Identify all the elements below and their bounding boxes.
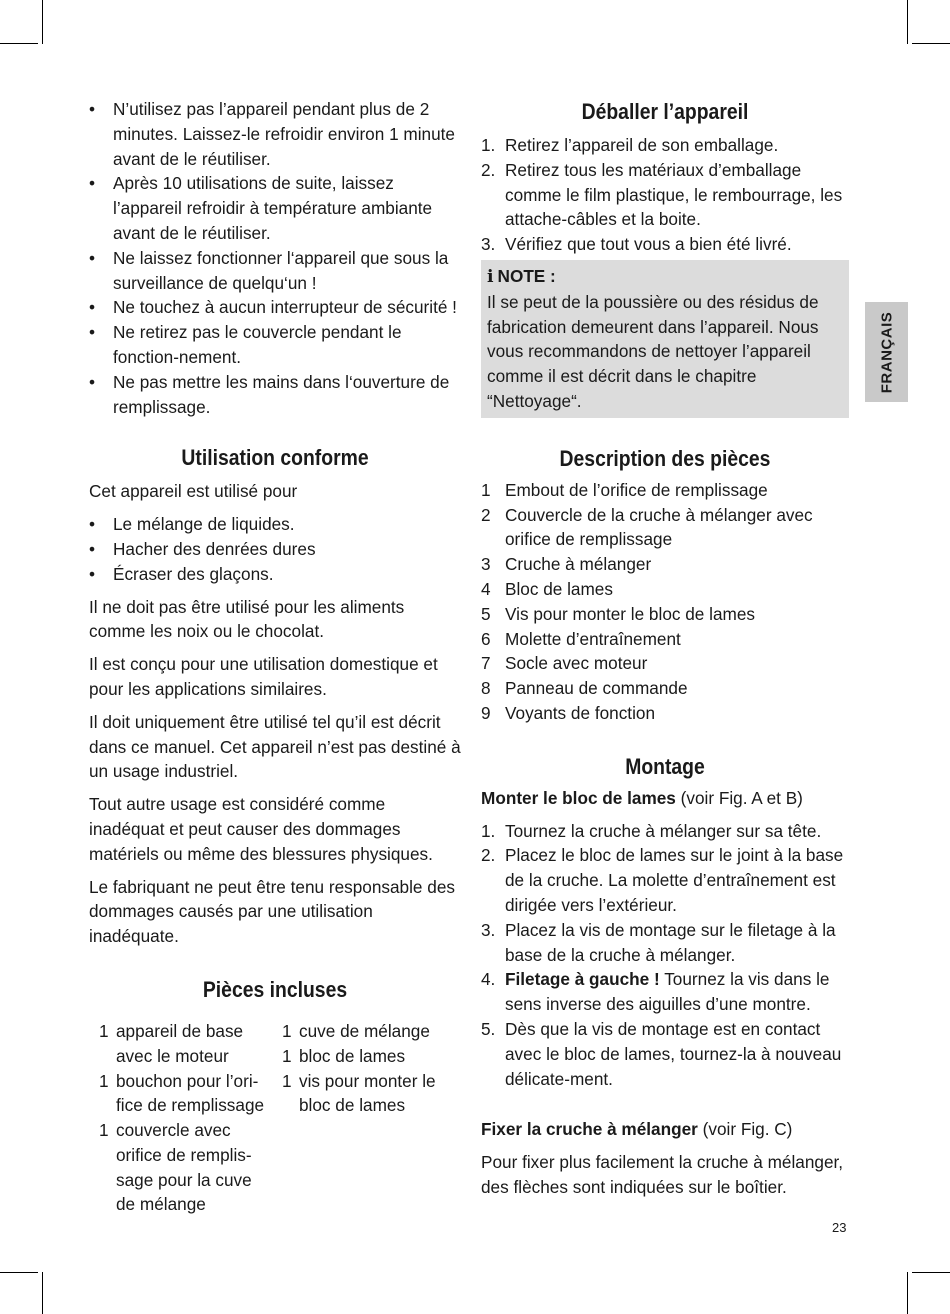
list-item: • Ne touchez à aucun interrupteur de sécurité ! bbox=[89, 295, 461, 320]
note-box bbox=[481, 260, 849, 418]
list-item: 2. Placez le bloc de lames sur le joint à la base de la cruche. La molette d’entraînement est dirigée vers l’extérieur. bbox=[481, 845, 844, 915]
usage-paragraph: Il doit uniquement être utilisé tel qu’il est décrit dans ce manuel. Cet appareil n’est pas destiné à un usage industriel. bbox=[89, 711, 461, 782]
list-item: 4. Filetage à gauche ! Tournez la vis dans le sens inverse des aiguilles d’une montre. bbox=[481, 969, 830, 1015]
list-item: 3. Vérifiez que tout vous a bien été livré. bbox=[481, 234, 792, 255]
section-title-usage: Utilisation conforme bbox=[181, 445, 369, 471]
list-item: 4 Bloc de lames bbox=[481, 578, 613, 599]
safety-list bbox=[89, 97, 461, 419]
list-item: 2 Couvercle de la cruche à mélanger avec orifice de remplissage bbox=[481, 504, 813, 550]
list-item: 1. Retirez l’appareil de son emballage. bbox=[481, 135, 779, 155]
list-item: • Écraser des glaçons. bbox=[89, 562, 461, 587]
list-item: 5. Dès que la vis de montage est en contact avec le bloc de lames, tournez-la à nouveau délicate-ment. bbox=[481, 1018, 842, 1089]
crop-mark bbox=[42, 1272, 43, 1314]
piece-item: 1 vis pour monter le bloc de lames bbox=[282, 1070, 436, 1116]
blade-steps bbox=[481, 819, 849, 1092]
list-item: 8 Panneau de commande bbox=[481, 678, 688, 699]
info-icon: i bbox=[487, 266, 494, 287]
list-item: 2. Retirez tous les matériaux d’emballage comme le film plastique, le rembourrage, les attache-câbles et la boite. bbox=[481, 159, 843, 230]
crop-mark bbox=[42, 0, 43, 44]
list-item: • Après 10 utilisations de suite, laissez l’appareil refroidir à température ambiante avant de le réutiliser. bbox=[89, 171, 461, 245]
list-item: • N’utilisez pas l’appareil pendant plus de 2 minutes. Laissez-le refroidir environ 1 minute avant de le réutiliser. bbox=[89, 97, 461, 171]
crop-mark bbox=[0, 43, 38, 44]
list-item: 3 Cruche à mélanger bbox=[481, 554, 652, 575]
list-item: 7 Socle avec moteur bbox=[481, 653, 648, 674]
crop-mark bbox=[912, 43, 950, 44]
parts-list bbox=[481, 478, 849, 726]
crop-mark bbox=[907, 0, 908, 44]
piece-item: 1 appareil de base avec le moteur bbox=[99, 1020, 244, 1066]
piece-item: 1 couvercle avec orifice de remplis-sage pour la cuve de mélange bbox=[99, 1120, 252, 1215]
list-item: • Ne pas mettre les mains dans l‘ouverture de remplissage. bbox=[89, 370, 461, 420]
section-title-assembly: Montage bbox=[625, 753, 705, 779]
blade-subtitle: Monter le bloc de lames (voir Fig. A et B) bbox=[481, 787, 803, 808]
left-column bbox=[89, 97, 461, 1217]
list-item: 3. Placez la vis de montage sur le filetage à la base de la cruche à mélanger. bbox=[481, 919, 836, 965]
list-item: 1. Tournez la cruche à mélanger sur sa tête. bbox=[481, 820, 822, 841]
usage-paragraph: Il ne doit pas être utilisé pour les aliments comme les noix ou le chocolat. bbox=[89, 596, 405, 642]
list-item: 5 Vis pour monter le bloc de lames bbox=[481, 603, 755, 624]
usage-paragraph: Tout autre usage est considéré comme inadéquat et peut causer des dommages matériels ou même des blessures physiques. bbox=[89, 794, 433, 864]
usage-paragraph: Le fabriquant ne peut être tenu responsable des dommages causés par une utilisation inadéquate. bbox=[89, 876, 455, 947]
piece-item: 1 bloc de lames bbox=[282, 1045, 406, 1066]
right-column bbox=[481, 97, 849, 1200]
usage-paragraph: Il est conçu pour une utilisation domestique et pour les applications similaires. bbox=[89, 654, 438, 699]
jug-text: Pour fixer plus facilement la cruche à mélanger, des flèches sont indiquées sur le boîtier. bbox=[481, 1152, 844, 1197]
list-item: • Ne laissez fonctionner l‘appareil que sous la surveillance de quelqu‘un ! bbox=[89, 246, 461, 296]
list-item: 9 Voyants de fonction bbox=[481, 702, 656, 723]
section-title-unpack: Déballer l’appareil bbox=[581, 99, 749, 124]
jug-subtitle: Fixer la cruche à mélanger (voir Fig. C) bbox=[481, 1119, 793, 1140]
section-title-parts: Description des pièces bbox=[559, 445, 771, 471]
note-title: i NOTE : bbox=[487, 265, 556, 287]
list-item: 6 Molette d’entraînement bbox=[481, 628, 681, 649]
section-title-pieces: Pièces incluses bbox=[202, 976, 348, 1002]
crop-mark bbox=[912, 1272, 950, 1273]
pieces-column bbox=[272, 1019, 455, 1217]
list-item: • Hacher des denrées dures bbox=[89, 537, 461, 562]
language-tab: FRANÇAIS bbox=[865, 302, 908, 402]
list-item: 1 Embout de l’orifice de remplissage bbox=[481, 479, 768, 500]
piece-item: 1 bouchon pour l’ori-fice de remplissage bbox=[99, 1070, 265, 1116]
unpack-steps bbox=[481, 133, 849, 257]
note-text: Il se peut de la poussière ou des résidus de fabrication demeurent dans l’appareil. Nous vous recommandons de nettoyer l’appareil comme il est décrit dans le chapitre “Nettoyage“. bbox=[487, 291, 819, 411]
list-item: • Ne retirez pas le couvercle pendant le fonction-nement. bbox=[89, 320, 461, 370]
usage-list bbox=[89, 512, 461, 586]
page-number: 23 bbox=[832, 1220, 847, 1235]
pieces-table bbox=[89, 1019, 461, 1217]
piece-item: 1 cuve de mélange bbox=[282, 1020, 430, 1041]
list-item: • Le mélange de liquides. bbox=[89, 512, 461, 537]
crop-mark bbox=[907, 1272, 908, 1314]
usage-intro: Cet appareil est utilisé pour bbox=[89, 481, 298, 502]
crop-mark bbox=[0, 1272, 38, 1273]
pieces-column bbox=[89, 1019, 272, 1217]
